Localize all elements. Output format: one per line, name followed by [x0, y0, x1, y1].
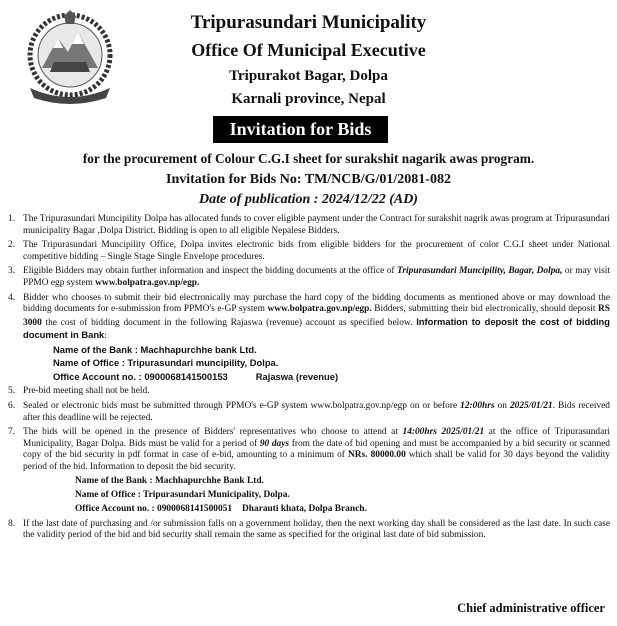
list-item	[8, 427, 610, 515]
item-text: Eligible Bidders may obtain further information and inspect the bidding documents at the office of	[23, 266, 398, 277]
item-number: 3.	[8, 266, 16, 277]
notice-body	[8, 214, 610, 545]
item-text: . Bids received after this deadline will be rejected.	[23, 401, 610, 423]
validity-period: 90 days	[259, 438, 290, 449]
province: Karnali province, Nepal	[231, 91, 386, 107]
item-text: which shall be valid for 30 days beyond the validity period of the bid. Information to deposit the bid security.	[23, 450, 610, 472]
item-text: The bids will be opened in the presence of Bidders' representatives who choose to attend at	[23, 427, 403, 438]
item-text: The Tripurasundari Muncipility Office, Dolpa invites electronic bids from eligible bidders for the procurement of color C.G.I sheet under National competitive bidding – Single Stage Single Envelope procedures.	[23, 240, 610, 262]
account-type: Rajaswa (revenue)	[255, 370, 339, 382]
bank-name: Name of the Bank : Machhapurchhe bank Ltd.	[53, 343, 257, 355]
list-item	[8, 401, 610, 424]
bank-name: Name of the Bank : Machhapurchhe Bank Ltd.	[75, 475, 264, 486]
account-line	[75, 502, 610, 516]
account-number: Office Account no. : 0900068141500051	[75, 503, 233, 514]
bank-info-heading: Information to deposit the cost of bidding document in Bank	[23, 315, 610, 341]
opening-time: 14:00hrs 2025/01/21	[402, 427, 485, 438]
list-item	[8, 214, 610, 237]
list-item	[8, 240, 610, 263]
item-text: at the office of Tripurasundari Municipality, Bagar Dolpa. Bids must be valid for a period of	[23, 427, 610, 449]
document-fee: RS 3000	[23, 304, 611, 328]
account-number: Office Account no. : 0900068141500153	[53, 370, 228, 382]
office-address: Tripurakot Bagar, Dolpa	[229, 68, 388, 84]
deadline-time: 12:00hrs	[460, 401, 495, 412]
item-number: 6.	[8, 401, 16, 412]
signatory-title: Chief administrative officer	[457, 601, 605, 615]
office-name-line: Name of Office : Tripurasundari muncipility, Dolpa.	[53, 357, 279, 369]
item-text: Pre-bid meeting shall not be held.	[23, 386, 150, 397]
item-number: 2.	[8, 240, 16, 251]
item-number: 5.	[8, 386, 16, 397]
account-line	[53, 370, 610, 384]
item-text: The Tripurasundari Muncipility Dolpa has allocated funds to cover eligible payment under the Contract for surakshit nagrik awas program at Tripurasundari municipality Bagar ,Dolpa District. Bidding is open to all eligible Nepalese Bidders.	[23, 214, 610, 236]
item-number: 1.	[8, 214, 16, 224]
egp-link[interactable]: www.bolpatra.gov.np/egp.	[95, 277, 200, 288]
item-text: the cost of bidding document in the following Rajaswa (revenue) account as specified below.	[41, 317, 417, 328]
deadline-date: 2025/01/21	[509, 401, 553, 412]
municipality-name: Tripurasundari Municipality	[190, 12, 427, 33]
item-text: :	[104, 331, 107, 342]
list-item	[8, 293, 610, 384]
publication-date: Date of publication : 2024/12/22 (AD)	[199, 192, 418, 207]
procurement-subject: for the procurement of Colour C.G.I sheet for surakshit nagarik awas program.	[82, 151, 535, 166]
egp-link[interactable]: www.bolpatra.gov.np/egp.	[267, 304, 372, 315]
item-text: Bidders, submitting their bid electronically, should deposit	[371, 304, 599, 315]
list-item	[8, 386, 610, 398]
office-name-line: Name of Office : Tripurasundari Municipality, Dolpa.	[75, 489, 290, 500]
item-text: Sealed or electronic bids must be submitted through PPMO's e-GP system www.bolpatra.gov.np/egp on or before	[23, 401, 461, 412]
office-name: Office Of Municipal Executive	[191, 40, 426, 60]
list-item	[8, 519, 610, 542]
item-number: 4.	[8, 292, 16, 303]
item-text: from the date of bid opening and must be accompanied by a bid security or scanned copy of the bid security in pdf format in case of e-bid, amounting to a minimum of	[23, 438, 610, 461]
revenue-bank-details	[23, 343, 610, 384]
item-text: or may visit PPMO egp system	[23, 266, 610, 288]
bid-number: Invitation for Bids No: TM/NCB/G/01/2081-082	[166, 172, 451, 187]
item-number: 8.	[8, 518, 16, 529]
security-bank-details	[23, 474, 610, 516]
item-text: on	[494, 401, 510, 412]
bid-security-amount: NRs. 80000.00	[347, 450, 406, 461]
list-item	[8, 266, 610, 289]
item-text: Bidder who chooses to submit their bid electronically may purchase the hard copy of the bidding documents as mentioned above or may download the bidding documents for e-submission from PPMO's e-GP system	[23, 292, 610, 315]
account-type: Dharauti khata, Dolpa Branch.	[242, 503, 367, 514]
item-number: 7.	[8, 427, 16, 438]
notice-title-banner: Invitation for Bids	[213, 116, 388, 143]
office-location: Tripurasundari Muncipility, Bagar, Dolpa,	[397, 266, 563, 277]
item-text: If the last date of purchasing and /or submission falls on a government holiday, then the next working day shall be considered as the last date. In such case the validity period of the bid and bid security shall remain the same as specified for the original last date of bid submission.	[23, 518, 610, 541]
